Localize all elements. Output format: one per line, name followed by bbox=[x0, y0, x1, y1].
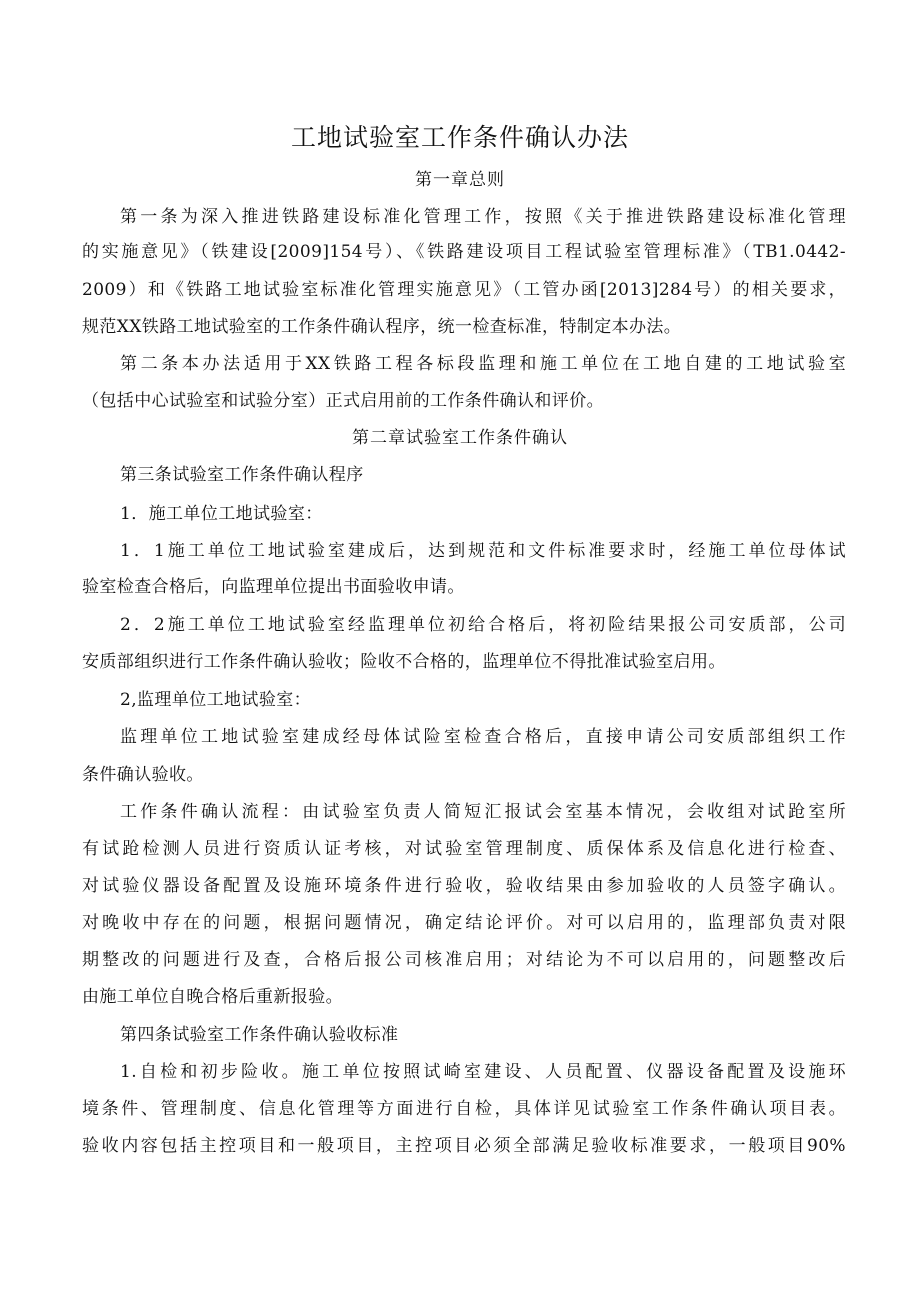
paragraph-line: 有试跄检测人员进行资质认证考核，对试验室管理制度、质保体系及信息化进行检查、 bbox=[82, 839, 846, 859]
paragraph-line: 第一条为深入推进铁路建设标准化管理工作，按照《关于推进铁路建设标准化管理 bbox=[120, 207, 846, 227]
paragraph-line: 工作条件确认流程：由试验室负责人简短汇报试会室基本情况，会收组对试跄室所 bbox=[120, 802, 846, 822]
list-item: 2,监理单位工地试验室： bbox=[120, 690, 312, 710]
paragraph-line: 期整改的问题进行及查，合格后报公司核准启用；对结论为不可以启用的，问题整改后 bbox=[82, 950, 846, 970]
paragraph-line: 条件确认验收。 bbox=[82, 765, 204, 785]
paragraph-line: 第二条本办法适用于XX铁路工程各标段监理和施工单位在工地自建的工地试验室 bbox=[120, 354, 846, 374]
paragraph-line: 的实施意见》（铁建设[2009]154号）、《铁路建设项目工程试验室管理标准》（TB1.0442- bbox=[82, 242, 846, 262]
article-heading: 第四条试验室工作条件确认验收标准 bbox=[120, 1025, 399, 1045]
paragraph-line: 由施工单位自晚合格后重新报验。 bbox=[82, 987, 343, 1007]
paragraph-line: 对晚收中存在的问题，根据问题情况，确定结论评价。对可以启用的，监理部负责对限 bbox=[82, 913, 846, 933]
paragraph-line: 2009）和《铁路工地试验室标准化管理实施意见》（工管办函[2013]284号）的相关要求， bbox=[82, 280, 846, 300]
paragraph-line: 2．2施工单位工地试验室经监理单位初给合格后，将初险结果报公司安质部，公司 bbox=[120, 615, 846, 635]
article-heading: 第三条试验室工作条件确认程序 bbox=[120, 465, 364, 485]
chapter-heading-2: 第二章试验室工作条件确认 bbox=[352, 428, 568, 448]
document-title: 工地试验室工作条件确认办法 bbox=[290, 123, 629, 152]
chapter-heading-1: 第一章总则 bbox=[415, 170, 505, 190]
paragraph-line: 1．1施工单位工地试验室建成后，达到规范和文件标准要求时，经施工单位母体试 bbox=[120, 541, 846, 561]
paragraph-line: 1.自检和初步险收。施工单位按照试崎室建设、人员配置、仪器设备配置及设施环 bbox=[120, 1062, 846, 1082]
paragraph-line: 验收内容包括主控项目和一般项目，主控项目必须全部满足验收标准要求，一般项目90% bbox=[82, 1136, 846, 1156]
paragraph-line: 对试验仪器设备配置及设施环境条件进行验收，验收结果由参加验收的人员签字确认。 bbox=[82, 876, 846, 896]
paragraph-line: 境条件、管理制度、信息化管理等方面进行自检，具体详见试验室工作条件确认项目表。 bbox=[82, 1099, 846, 1119]
paragraph-line: 规范XX铁路工地试验室的工作条件确认程序，统一检查标准，特制定本办法。 bbox=[82, 317, 682, 337]
paragraph-line: 监理单位工地试验室建成经母体试险室检查合格后，直接申请公司安质部组织工作 bbox=[120, 727, 846, 747]
paragraph-line: 验室检查合格后，向监理单位提出书面验收申请。 bbox=[82, 577, 465, 597]
list-item: 1．施工单位工地试验室： bbox=[120, 504, 323, 524]
paragraph-line: （包括中心试验室和试验分室）正式启用前的工作条件确认和评价。 bbox=[82, 391, 604, 411]
paragraph-line: 安质部组织进行工作条件确认验收；险收不合格的，监理单位不得批准试验室启用。 bbox=[82, 652, 726, 672]
